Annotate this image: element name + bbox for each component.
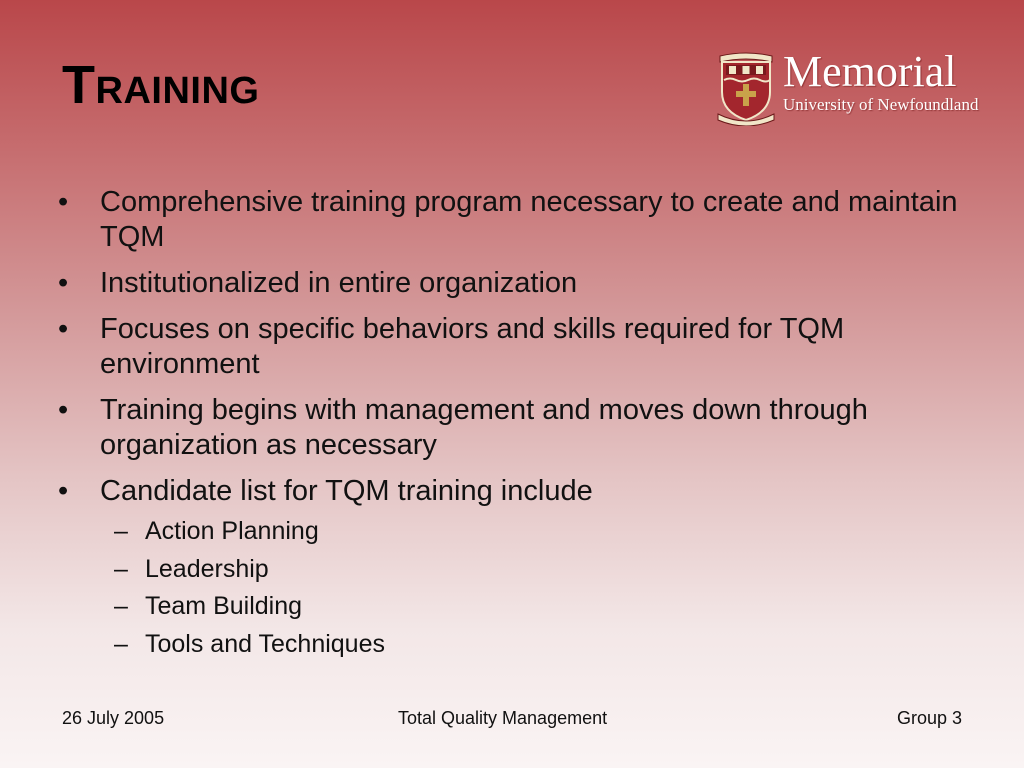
sub-bullet-item	[100, 551, 958, 589]
bullet-marker: •	[58, 313, 69, 345]
footer-date: 26 July 2005	[62, 708, 165, 728]
sub-bullet-marker: –	[114, 554, 128, 583]
sub-bullet-item	[100, 626, 958, 664]
title-initial: T	[62, 55, 96, 115]
bullet-text: Focuses on specific behaviors and skills required for TQM environment	[100, 313, 845, 380]
sub-bullet-item	[100, 588, 958, 626]
slide-body	[58, 185, 958, 674]
sub-bullet-item	[100, 513, 958, 551]
sub-bullet-list	[100, 513, 958, 663]
bullet-marker: •	[58, 267, 69, 299]
sub-bullet-text: Action Planning	[145, 517, 319, 545]
bullet-item	[58, 312, 958, 382]
bullet-marker: •	[58, 475, 69, 507]
logo-wordmark	[783, 47, 979, 115]
logo-wordmark-main: Memorial	[783, 47, 957, 96]
sub-bullet-text: Tools and Techniques	[145, 629, 385, 658]
university-logo	[716, 47, 1006, 128]
slide-title	[62, 55, 260, 115]
bullet-text: Training begins with management and moves down through organization as necessary	[100, 394, 868, 461]
logo-wordmark-subtitle: University of Newfoundland	[783, 95, 979, 114]
bullet-text: Institutionalized in entire organization	[100, 267, 578, 299]
bullet-item	[58, 185, 958, 255]
sub-bullet-marker: –	[114, 517, 128, 545]
footer-title: Total Quality Management	[398, 708, 608, 728]
sub-bullet-text: Team Building	[145, 592, 303, 620]
bullet-item	[58, 393, 958, 463]
bullet-item	[58, 266, 958, 301]
footer-group: Group 3	[896, 708, 962, 728]
sub-bullet-marker: –	[114, 629, 128, 658]
sub-bullet-marker: –	[114, 592, 128, 620]
title-rest: RAINING	[95, 70, 260, 112]
bullet-text: Comprehensive training program necessary to create and maintain TQM	[100, 186, 958, 253]
bullet-marker: •	[58, 186, 69, 218]
bullet-item	[58, 474, 958, 663]
bullet-list	[58, 185, 958, 663]
crest-icon	[716, 50, 776, 126]
sub-bullet-text: Leadership	[145, 554, 269, 583]
bullet-text: Candidate list for TQM training include	[100, 475, 593, 507]
bullet-marker: •	[58, 394, 69, 426]
